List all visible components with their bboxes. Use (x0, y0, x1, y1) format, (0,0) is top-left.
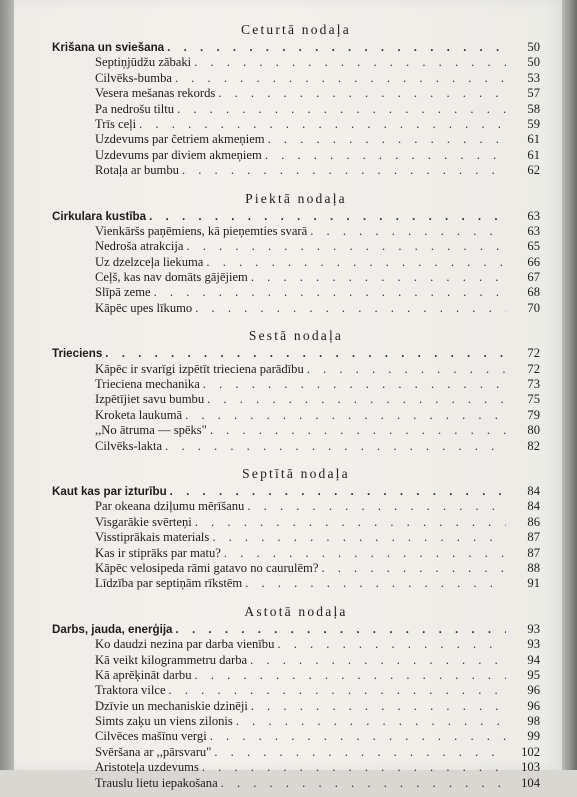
chapter-heading: Sestā nodaļa (248, 328, 344, 344)
toc-entry-page-number: 57 (527, 86, 540, 101)
toc-entry-title: Ko daudzi nezina par darba vienību (95, 637, 275, 652)
toc-entry-page-number: 82 (527, 438, 540, 453)
dot-leader (186, 239, 506, 254)
toc-entry-page-number: 68 (527, 285, 540, 300)
toc-entry (52, 270, 540, 285)
chapter-heading: Piektā nodaļa (245, 190, 347, 206)
dot-leader (139, 117, 506, 132)
toc-entry-page-number: 104 (521, 775, 540, 790)
toc-entry (52, 683, 540, 698)
toc-entry-title: Septiņjūdžu zābaki (95, 55, 192, 70)
toc-entry-page-number: 86 (527, 514, 540, 529)
toc-entry (52, 561, 540, 576)
toc-entry-page-number: 103 (521, 760, 540, 775)
dot-leader (212, 530, 506, 545)
book-edge-left (0, 0, 14, 770)
chapter-heading: Septītā nodaļa (242, 465, 350, 481)
toc-entry (52, 408, 540, 423)
toc-entry-title: ,,No ātruma — spēks" (95, 423, 207, 438)
toc-entry-title: Uz dzelzceļa liekuma (95, 254, 204, 269)
toc-entry-page-number: 94 (527, 652, 540, 667)
toc-entry-title: Izpētījiet savu bumbu (95, 392, 205, 407)
toc-entry-title: Trieciena mechanika (95, 377, 200, 392)
toc-entry-page-number: 87 (527, 545, 540, 560)
toc-entry (52, 714, 540, 729)
toc-entry (52, 760, 540, 775)
toc-entry-page-number: 79 (527, 407, 540, 422)
dot-leader (277, 637, 506, 652)
toc-entry-title: Cilvēks-lakta (95, 438, 163, 453)
toc-entry (52, 546, 540, 561)
toc-entry (52, 699, 540, 714)
chapter-heading: Astotā nodaļa (244, 603, 348, 619)
dot-leader (194, 55, 506, 70)
dot-leader (218, 86, 506, 101)
toc-entry (52, 729, 540, 744)
toc-entry (52, 148, 540, 163)
chapter-main-entry (52, 622, 540, 637)
toc-entry-title: Svēršana ar ,,pārsvaru" (95, 744, 212, 759)
dot-leader (245, 576, 506, 591)
dot-leader (236, 714, 506, 729)
dot-leader (105, 346, 506, 361)
chapter-main-entry (52, 40, 540, 55)
toc-entry-title: Uzdevums par diviem akmeņiem (95, 147, 262, 162)
chapter-main-entry-page-number: 93 (527, 621, 540, 636)
chapter-heading: Ceturtā nodaļa (241, 22, 351, 37)
toc-entry (52, 255, 540, 270)
toc-entry-title: Līdzība par septiņām rīkstēm (95, 576, 243, 591)
chapter-main-entry-page-number: 63 (527, 208, 540, 223)
toc-entry (52, 668, 540, 683)
chapter-main-entry-page-number: 50 (527, 40, 540, 54)
toc-entry-page-number: 59 (527, 116, 540, 131)
toc-entry (52, 301, 540, 316)
toc-entry-title: Slīpā zeme (95, 285, 151, 300)
dot-leader (176, 622, 507, 637)
toc-entry-title: Visstiprākais materials (95, 530, 210, 545)
dot-leader (182, 163, 506, 178)
chapter-main-entry-page-number: 84 (527, 483, 540, 498)
chapter-main-entry-title: Kaut kas par izturību (52, 484, 167, 498)
dot-leader (206, 255, 506, 270)
dot-leader (167, 40, 506, 55)
toc-entry-title: Pa nedrošu tiltu (95, 101, 175, 116)
toc-entry (52, 576, 540, 591)
toc-entry-title: Cilvēks-bumba (95, 70, 172, 85)
dot-leader (195, 668, 506, 683)
toc-entry-title: Kāpēc velosipeda rāmi gatavo no caurulēm? (95, 560, 319, 575)
dot-leader (165, 439, 506, 454)
toc-entry-page-number: 93 (527, 637, 540, 652)
chapter-main-entry-title: Cirkulara kustība (52, 209, 147, 223)
toc-entry (52, 776, 540, 791)
dot-leader (214, 745, 506, 760)
toc-entry (52, 163, 540, 178)
dot-leader (207, 392, 506, 407)
toc-entry-title: Nedroša atrakcija (95, 239, 184, 254)
chapter-main-entry (52, 484, 540, 499)
dot-leader (224, 546, 506, 561)
dot-leader (203, 377, 506, 392)
toc-entry (52, 117, 540, 132)
dot-leader (195, 515, 506, 530)
toc-entry-page-number: 61 (527, 147, 540, 162)
dot-leader (210, 729, 506, 744)
toc-entry-page-number: 98 (527, 714, 540, 729)
toc-entry (52, 499, 540, 514)
dot-leader (195, 301, 506, 316)
chapter-main-entry (52, 209, 540, 224)
chapter-main-entry-page-number: 72 (527, 346, 540, 361)
toc-entry-title: Kas ir stiprāks par matu? (95, 545, 221, 560)
toc-entry-title: Uzdevums par četriem akmeņiem (95, 132, 265, 147)
toc-entry-title: Rotaļa ar bumbu (95, 163, 179, 178)
toc-entry (52, 653, 540, 668)
toc-entry-page-number: 58 (527, 101, 540, 116)
toc-entry-page-number: 70 (527, 300, 540, 315)
toc-entry (52, 530, 540, 545)
toc-entry (52, 132, 540, 147)
toc-entry (52, 439, 540, 454)
book-page (14, 0, 562, 790)
toc-entry (52, 637, 540, 652)
dot-leader (170, 484, 506, 499)
dot-leader (221, 776, 506, 791)
toc-entry-page-number: 62 (527, 163, 540, 178)
toc-entry-title: Cilvēces mašīnu vergi (95, 729, 207, 744)
toc-entry-page-number: 80 (527, 423, 540, 438)
toc-entry-title: Vesera mešanas rekords (95, 86, 216, 101)
toc-entry (52, 515, 540, 530)
toc-entry (52, 55, 540, 70)
toc-entry-title: Kā veikt kilogrammetru darba (95, 652, 248, 667)
toc-entry (52, 362, 540, 377)
dot-leader (251, 270, 506, 285)
toc-entry-title: Ceļš, kas nav domāts gājējiem (95, 270, 248, 285)
dot-leader (310, 224, 506, 239)
dot-leader (321, 561, 506, 576)
toc-entry (52, 239, 540, 254)
dot-leader (251, 699, 506, 714)
dot-leader (202, 760, 506, 775)
toc-entry-page-number: 87 (527, 530, 540, 545)
dot-leader (185, 408, 506, 423)
toc-entry-title: Kroketa laukumā (95, 407, 183, 422)
toc-entry (52, 285, 540, 300)
dot-leader (265, 148, 506, 163)
toc-entry-page-number: 75 (527, 392, 540, 407)
dot-leader (154, 285, 506, 300)
toc-entry-title: Dzīvie un mechaniskie dzinēji (95, 698, 248, 713)
toc-entry-page-number: 72 (527, 361, 540, 376)
toc-entry-page-number: 95 (527, 667, 540, 682)
toc-entry-page-number: 84 (527, 499, 540, 514)
toc-entry-page-number: 88 (527, 560, 540, 575)
toc-entry-page-number: 91 (527, 576, 540, 591)
toc-entry-page-number: 63 (527, 223, 540, 238)
dot-leader (177, 102, 506, 117)
toc-entry-title: Visgarākie svērteņi (95, 514, 192, 529)
toc-entry-title: Kāpēc upes līkumo (95, 300, 193, 315)
book-edge-right (562, 0, 577, 770)
toc-entry-page-number: 102 (521, 744, 540, 759)
toc-entry-page-number: 53 (527, 70, 540, 85)
toc-entry (52, 423, 540, 438)
toc-entry (52, 224, 540, 239)
toc-entry (52, 392, 540, 407)
toc-entry (52, 102, 540, 117)
dot-leader (307, 362, 506, 377)
chapter-main-entry-title: Darbs, jauda, enerģija (52, 622, 173, 636)
dot-leader (149, 209, 506, 224)
toc-entry-title: Kā aprēķināt darbu (95, 667, 192, 682)
dot-leader (210, 423, 506, 438)
toc-entry-title: Trīs ceļi (95, 116, 137, 131)
toc-entry-title: Simts zaķu un viens zilonis (95, 714, 233, 729)
toc-entry-page-number: 96 (527, 683, 540, 698)
toc-entry-title: Par okeana dziļumu mērīšanu (95, 499, 245, 514)
table-of-contents (52, 16, 540, 797)
chapter-main-entry-title: Trieciens (52, 347, 103, 361)
dot-leader (175, 71, 506, 86)
toc-entry-page-number: 96 (527, 698, 540, 713)
toc-entry (52, 745, 540, 760)
toc-entry-page-number: 50 (527, 55, 540, 70)
toc-entry-title: Kāpēc ir svarīgi izpētīt trieciena parādību (95, 361, 304, 376)
dot-leader (247, 499, 506, 514)
dot-leader (169, 683, 506, 698)
toc-entry-title: Vienkāršs paņēmiens, kā pieņemties svarā (95, 223, 308, 238)
toc-entry-page-number: 66 (527, 254, 540, 269)
toc-entry-title: Aristoteļa uzdevums (95, 760, 199, 775)
dot-leader (268, 132, 506, 147)
chapter-main-entry (52, 346, 540, 361)
toc-entry-title: Traktora vilce (95, 683, 166, 698)
toc-entry-page-number: 61 (527, 132, 540, 147)
toc-entry (52, 377, 540, 392)
toc-entry-page-number: 99 (527, 729, 540, 744)
dot-leader (250, 653, 506, 668)
toc-entry-page-number: 65 (527, 239, 540, 254)
toc-entry-page-number: 73 (527, 377, 540, 392)
chapter-main-entry-title: Krišana un sviešana (52, 41, 165, 54)
toc-entry-page-number: 67 (527, 270, 540, 285)
toc-entry (52, 71, 540, 86)
toc-entry-title: Trauslu lietu iepakošana (95, 775, 218, 790)
toc-entry (52, 86, 540, 101)
